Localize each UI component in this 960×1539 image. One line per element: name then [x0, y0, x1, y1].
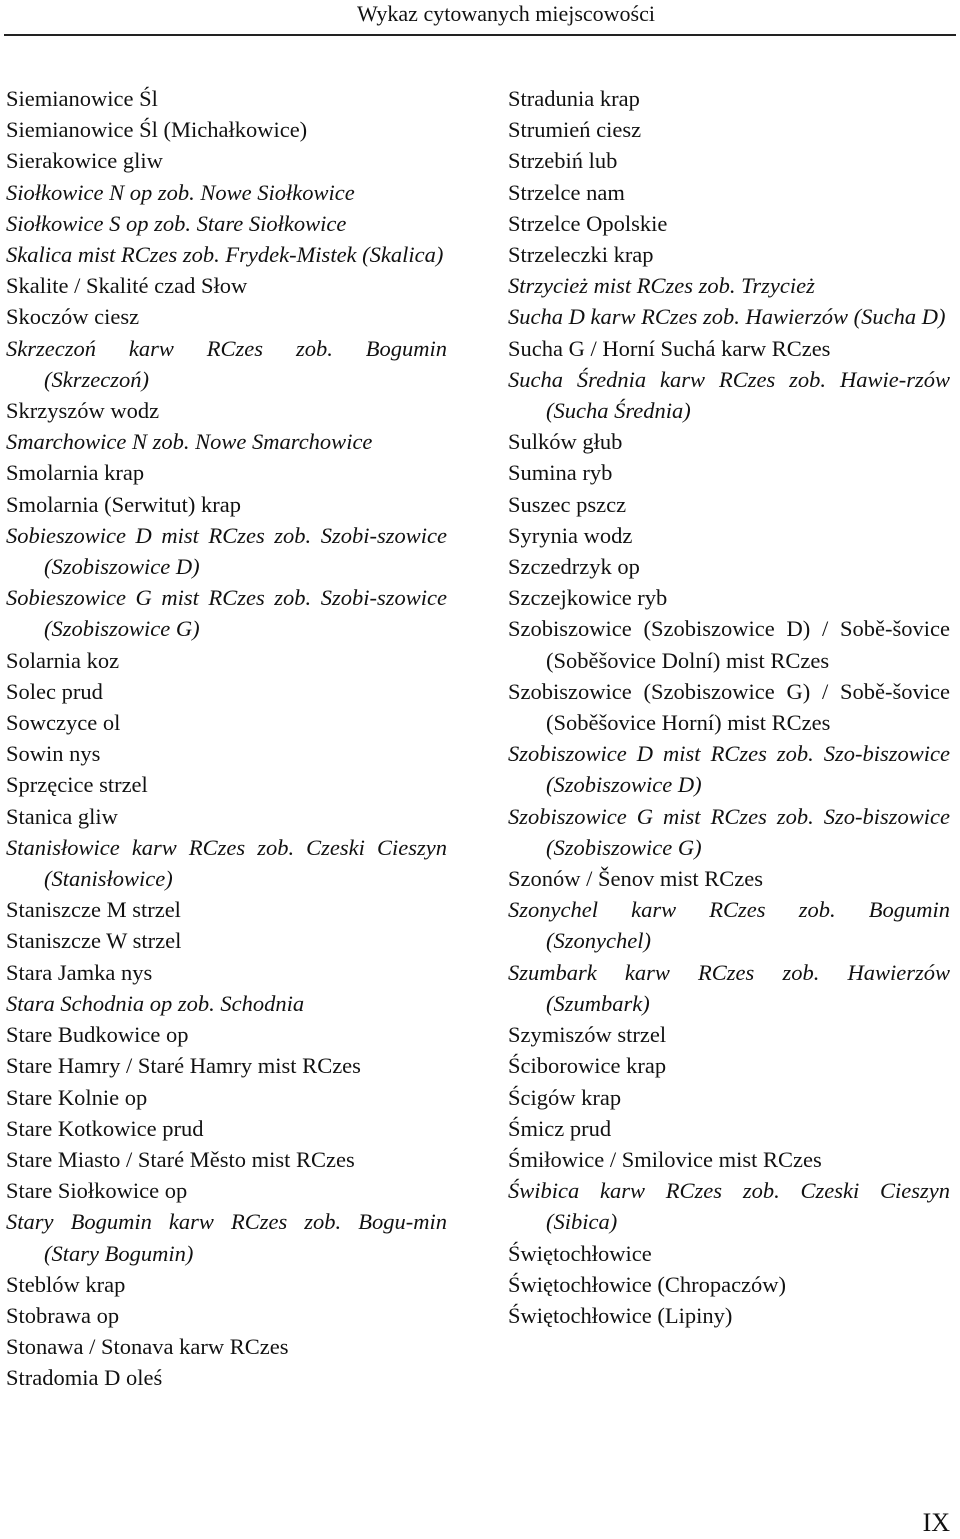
- index-entry: Strzelce Opolskie: [508, 210, 668, 236]
- index-entry: Stare Hamry / Staré Hamry mist RCzes: [6, 1053, 361, 1079]
- index-entry: Ścigów krap: [508, 1084, 622, 1110]
- index-entry: Sucha D karw RCzes zob. Hawierzów (Sucha D): [508, 304, 946, 330]
- index-entry: Strumień ciesz: [508, 117, 642, 143]
- index-entry: Szczedrzyk op: [508, 554, 640, 580]
- index-entry: Stare Kotkowice prud: [6, 1115, 204, 1141]
- index-entry: Skoczów ciesz: [6, 304, 140, 330]
- index-entry: Strzebiń lub: [508, 148, 618, 174]
- index-entry: Suszec pszcz: [508, 491, 627, 517]
- index-entry: Siemianowice Śl: [6, 86, 158, 111]
- index-entry: Sowczyce ol: [6, 710, 121, 736]
- index-entry: Skalica mist RCzes zob. Frydek-Mistek (Skalica): [6, 242, 444, 268]
- index-entry: Śmicz prud: [508, 1115, 612, 1141]
- index-entry: Szobiszowice G mist RCzes zob. Szo-biszowice (Szobiszowice G): [508, 803, 950, 860]
- index-entry: Smolarnia (Serwitut) krap: [6, 491, 241, 517]
- index-entry: Stara Jamka nys: [6, 959, 153, 985]
- index-entry: Ściborowice krap: [508, 1053, 667, 1079]
- index-entry: Sulków głub: [508, 429, 623, 455]
- index-entry: Strzycież mist RCzes zob. Trzycież: [508, 273, 815, 299]
- header-rule: [4, 34, 956, 36]
- index-entry: Smolarnia krap: [6, 460, 145, 486]
- index-entry: Siołkowice S op zob. Stare Siołkowice: [6, 210, 347, 236]
- index-entry: Strzeleczki krap: [508, 242, 654, 268]
- index-entry: Solarnia koz: [6, 647, 120, 673]
- index-entry: Szczejkowice ryb: [508, 585, 668, 611]
- index-entry: Staniszcze W strzel: [6, 928, 182, 954]
- index-entry: Staniszcze M strzel: [6, 897, 181, 923]
- left-column: [6, 83, 447, 1394]
- index-entry: Szonów / Šenov mist RCzes: [508, 866, 764, 892]
- index-entry: Szobiszowice (Szobiszowice D) / Sobě-šovice (Soběšovice Dolní) mist RCzes: [508, 616, 950, 673]
- index-entry: Stary Bogumin karw RCzes zob. Bogu-min (Stary Bogumin): [6, 1209, 447, 1266]
- index-entry: Świętochłowice (Chropaczów): [508, 1271, 787, 1297]
- running-header-title: Wykaz cytowanych miejscowości: [356, 1, 655, 26]
- index-entry: Sprzęcice strzel: [6, 772, 148, 798]
- index-entry: Szobiszowice (Szobiszowice G) / Sobě-šovice (Soběšovice Horní) mist RCzes: [508, 678, 950, 736]
- index-entry: Skalite / Skalité czad Słow: [6, 273, 248, 299]
- index-entry: Stara Schodnia op zob. Schodnia: [6, 990, 305, 1016]
- index-entry: Szymiszów strzel: [508, 1022, 667, 1048]
- index-entry: Strzelce nam: [508, 179, 625, 205]
- index-entry: Stradunia krap: [508, 86, 640, 111]
- index-entry: Śmiłowice / Smilovice mist RCzes: [508, 1146, 822, 1172]
- index-entry: Stare Budkowice op: [6, 1022, 189, 1048]
- index-entry: Sowin nys: [6, 741, 101, 767]
- index-entry: Syrynia wodz: [508, 522, 633, 548]
- index-entry: Sumina ryb: [508, 460, 613, 486]
- index-entry: Sobieszowice G mist RCzes zob. Szobi-szowice (Szobiszowice G): [6, 585, 447, 642]
- index-entry: Skrzeczoń karw RCzes zob. Bogumin (Skrzeczoń): [6, 335, 447, 392]
- index-entry: Stonawa / Stonava karw RCzes: [6, 1334, 289, 1360]
- index-entry: Świętochłowice (Lipiny): [508, 1302, 733, 1328]
- index-entry: Świętochłowice: [508, 1240, 652, 1266]
- right-column: [508, 83, 950, 1331]
- index-entry: Stradomia D oleś: [6, 1365, 163, 1391]
- index-entry: Smarchowice N zob. Nowe Smarchowice: [6, 429, 373, 455]
- index-entry: Szonychel karw RCzes zob. Bogumin (Szonychel): [508, 897, 950, 954]
- index-entry: Stare Kolnie op: [6, 1084, 148, 1110]
- index-entry: Stanica gliw: [6, 803, 118, 829]
- index-entry: Stare Miasto / Staré Město mist RCzes: [6, 1146, 355, 1172]
- page-number: IX: [922, 1508, 950, 1537]
- running-header: [0, 0, 960, 34]
- index-entry: Sobieszowice D mist RCzes zob. Szobi-szowice (Szobiszowice D): [6, 522, 447, 580]
- index-entry: Stare Siołkowice op: [6, 1178, 188, 1204]
- index-entry: Sierakowice gliw: [6, 148, 163, 174]
- index-entry: Stanisłowice karw RCzes zob. Czeski Cieszyn (Stanisłowice): [6, 834, 447, 892]
- index-entry: Siołkowice N op zob. Nowe Siołkowice: [6, 179, 355, 205]
- index-entry: Solec prud: [6, 678, 103, 704]
- index-entry: Sucha G / Horní Suchá karw RCzes: [508, 335, 831, 361]
- index-entry: Sucha Średnia karw RCzes zob. Hawie-rzów (Sucha Średnia): [508, 366, 950, 424]
- index-entry: Siemianowice Śl (Michałkowice): [6, 117, 308, 143]
- index-entry: Szobiszowice D mist RCzes zob. Szo-biszowice (Szobiszowice D): [508, 741, 950, 798]
- index-entry: Stobrawa op: [6, 1302, 120, 1328]
- index-entry: Skrzyszów wodz: [6, 398, 160, 424]
- index-entry: Świbica karw RCzes zob. Czeski Cieszyn (Sibica): [508, 1178, 950, 1235]
- index-entry: Steblów krap: [6, 1271, 126, 1297]
- index-entry: Szumbark karw RCzes zob. Hawierzów (Szumbark): [508, 959, 950, 1016]
